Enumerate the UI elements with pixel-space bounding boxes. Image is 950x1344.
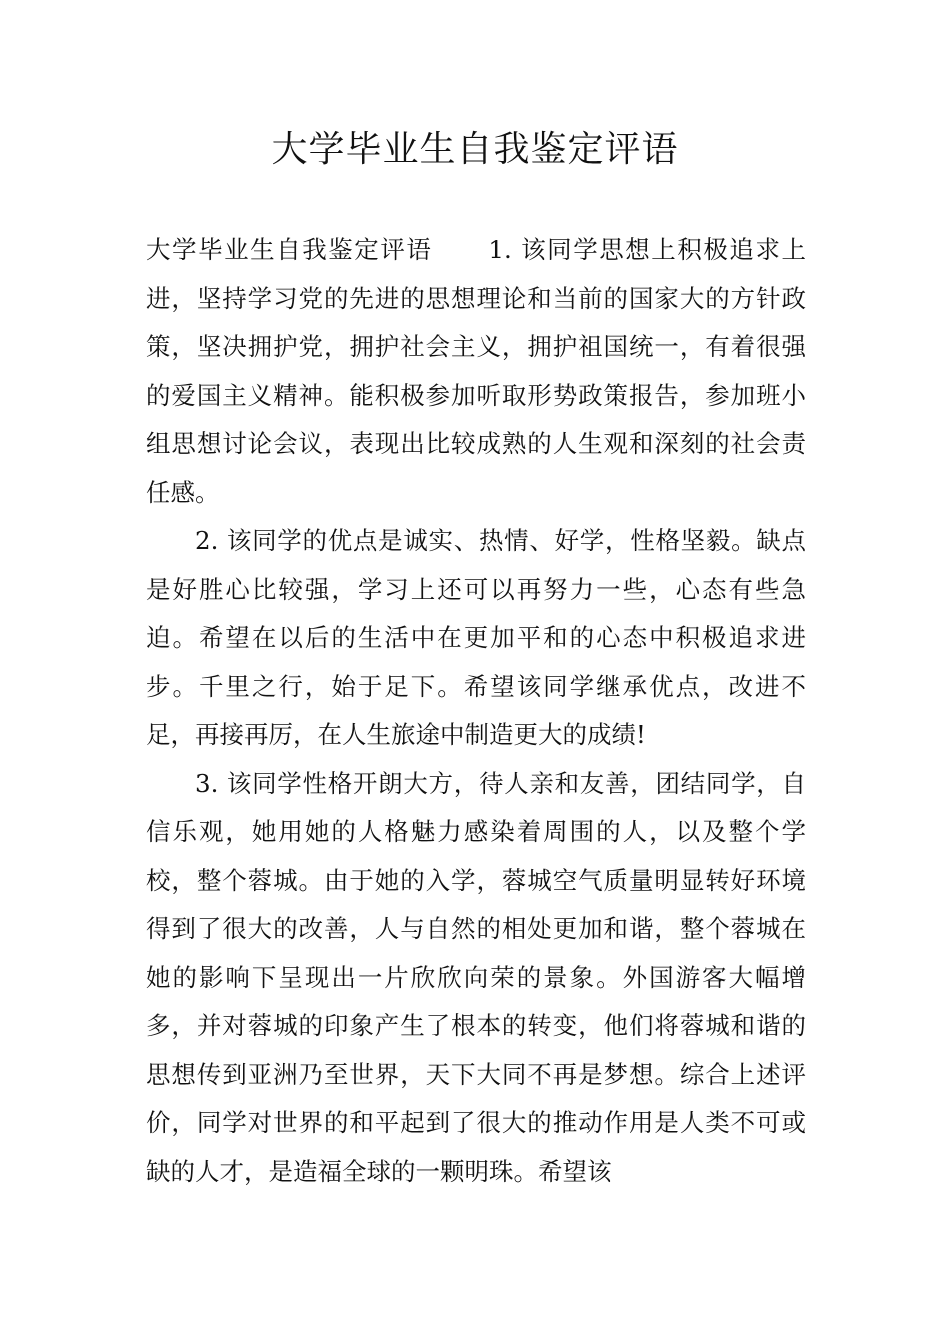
paragraph-1 [146, 226, 806, 517]
paragraph-1-text: 1. 该同学思想上积极追求上进，坚持学习党的先进的思想理论和当前的国家大的方针政策，坚决拥护党，拥护社会主义，拥护祖国统一，有着很强的爱国主义精神。能积极参加听取形势政策报告，参加班小组思想讨论会议，表现出比较成熟的人生观和深刻的社会责任感。 [146, 235, 806, 507]
document-title: 大学毕业生自我鉴定评语 [271, 129, 679, 170]
paragraph-2: 2. 该同学的优点是诚实、热情、好学，性格坚毅。缺点是好胜心比较强，学习上还可以再努力一些，心态有些急迫。希望在以后的生活中在更加平和的心态中积极追求进步。千里之行，始于足下。希望该同学继承优点，改进不足，再接再厉，在人生旅途中制造更大的成绩! [146, 526, 806, 749]
document-body [146, 226, 806, 1196]
paragraph-3: 3. 该同学性格开朗大方，待人亲和友善，团结同学，自信乐观，她用她的人格魅力感染着周围的人，以及整个学校，整个蓉城。由于她的入学，蓉城空气质量明显转好环境得到了很大的改善，人与自然的相处更加和谐，整个蓉城在她的影响下呈现出一片欣欣向荣的景象。外国游客大幅增多，并对蓉城的印象产生了根本的转变，他们将蓉城和谐的思想传到亚洲乃至世界，天下大同不再是梦想。综合上述评价，同学对世界的和平起到了很大的推动作用是人类不可或缺的人才，是造福全球的一颗明珠。希望该 [146, 768, 806, 1186]
intro-heading: 大学毕业生自我鉴定评语 [146, 235, 433, 264]
